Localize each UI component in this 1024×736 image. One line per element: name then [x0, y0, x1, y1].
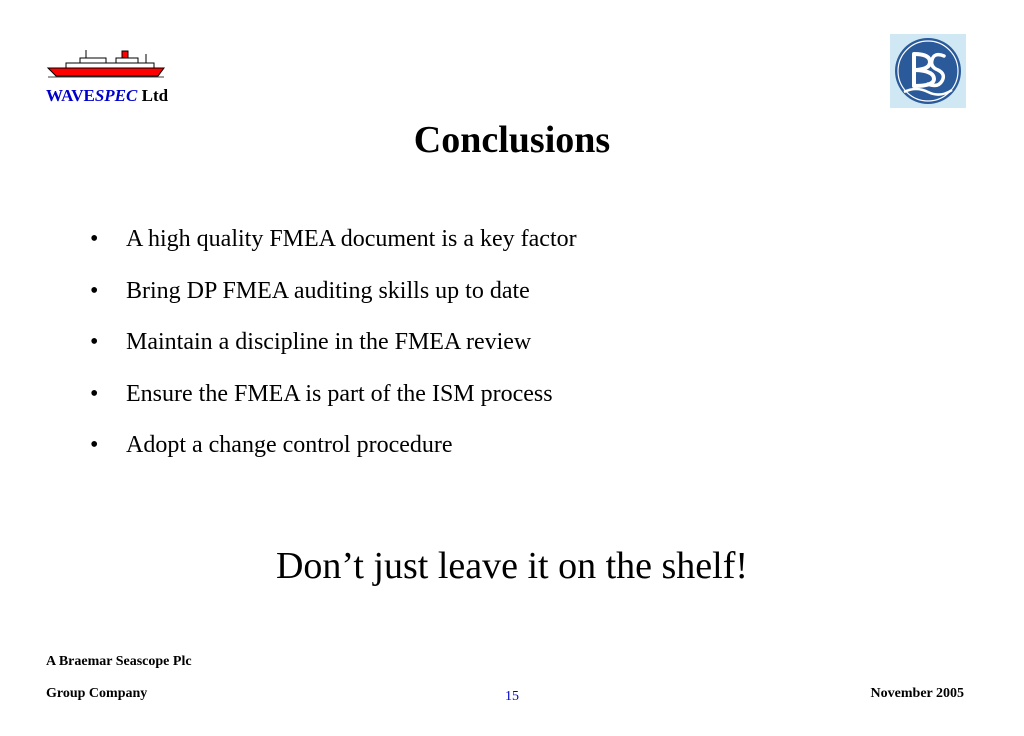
bullet-dot-icon: •	[90, 277, 99, 304]
bullet-text: A high quality FMEA document is a key factor	[126, 226, 577, 252]
ship-icon	[46, 46, 166, 80]
bs-monogram-icon	[890, 34, 966, 108]
slide-tagline: Don’t just leave it on the shelf!	[275, 545, 749, 587]
bullet-dot-icon: •	[90, 380, 99, 407]
bullet-text: Maintain a discipline in the FMEA review	[126, 329, 532, 355]
bullet-list	[90, 222, 577, 480]
bullet-dot-icon: •	[90, 432, 99, 458]
brand-wordmark	[46, 86, 168, 106]
slide-title: Conclusions	[413, 119, 611, 161]
bullet-item	[90, 428, 577, 480]
bullet-item	[90, 222, 577, 274]
bullet-text: Adopt a change control procedure	[126, 432, 453, 458]
bullet-text: Ensure the FMEA is part of the ISM process	[126, 380, 553, 407]
bullet-item	[90, 377, 577, 429]
bullet-dot-icon: •	[90, 329, 99, 355]
brand-ltd: Ltd	[137, 86, 169, 105]
bullet-item	[90, 325, 577, 377]
footer-company-line2: Group Company	[46, 686, 148, 701]
bullet-text: Bring DP FMEA auditing skills up to date	[126, 277, 530, 304]
footer-date: November 2005	[870, 686, 964, 701]
brand-spec: SPEC	[94, 86, 138, 105]
footer-company-line1: A Braemar Seascope Plc	[46, 654, 192, 669]
page-number: 15	[505, 689, 519, 704]
bullet-item	[90, 274, 577, 326]
brand-wave: WAVE	[46, 86, 95, 105]
bullet-dot-icon: •	[90, 226, 99, 252]
